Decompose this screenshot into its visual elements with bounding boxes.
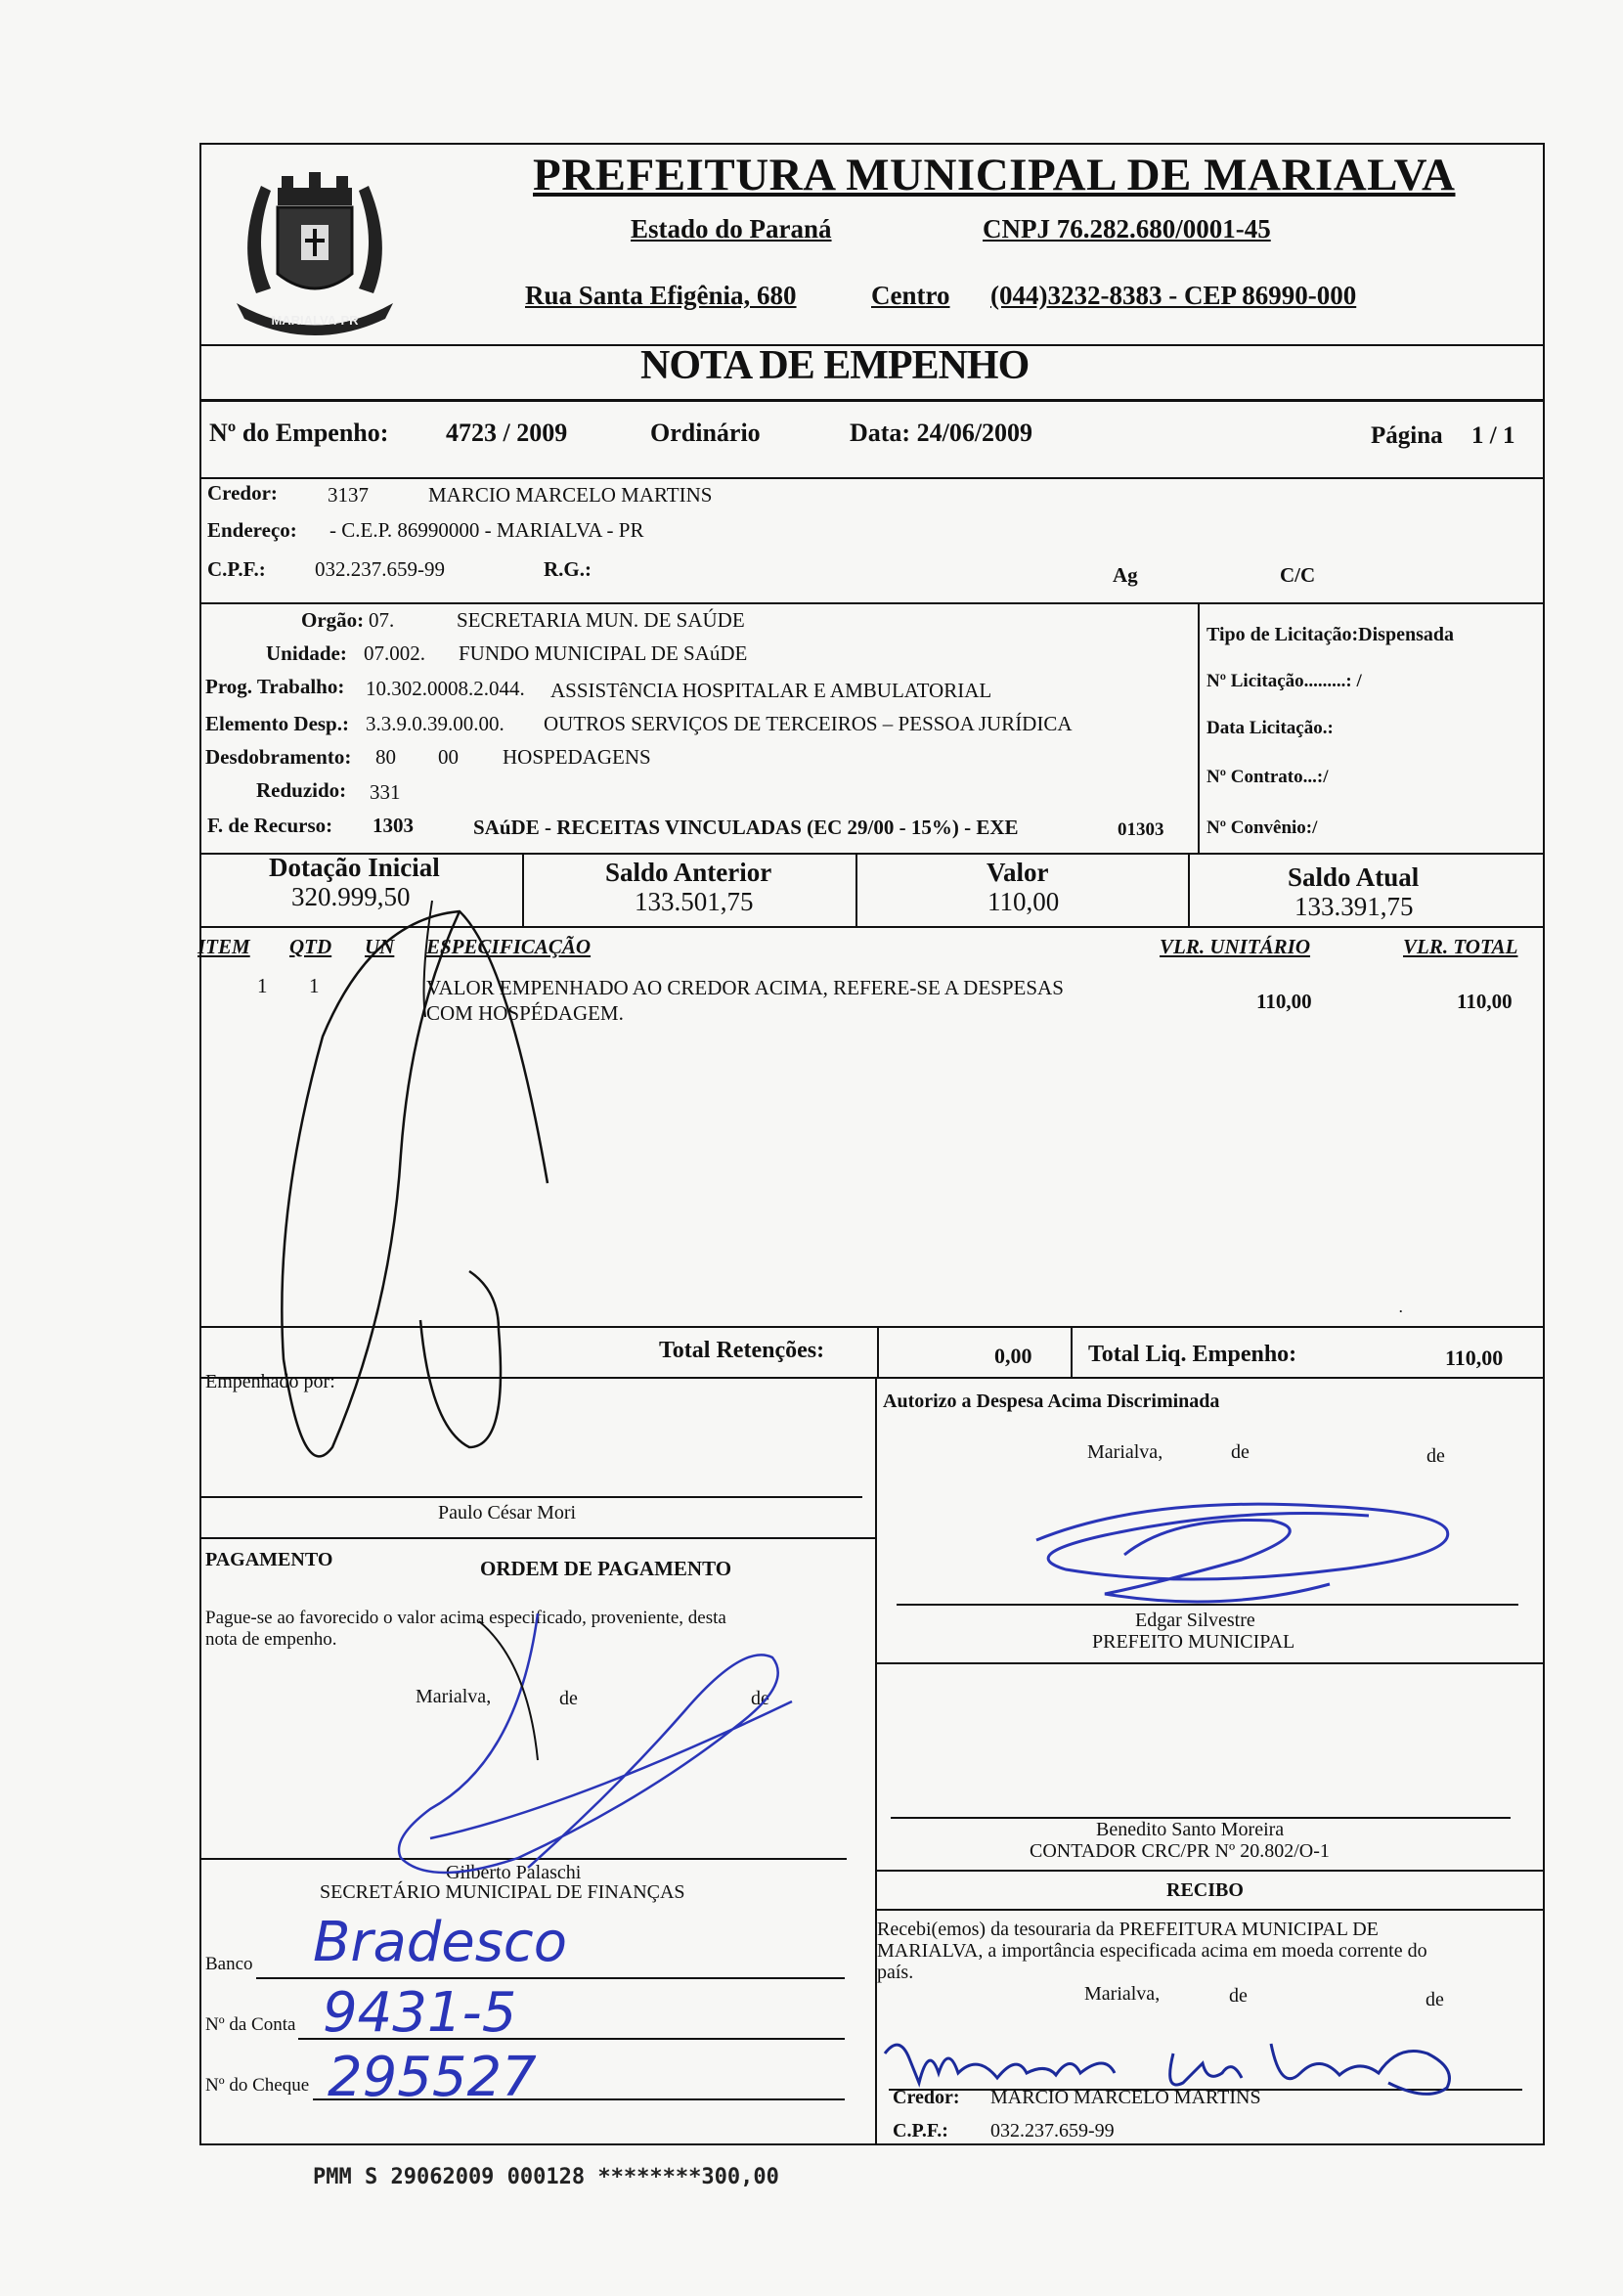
valor-value: 110,00 xyxy=(987,887,1060,916)
prog-label: Prog. Trabalho: xyxy=(205,675,345,698)
document-title: NOTA DE EMPENHO xyxy=(640,343,1030,388)
rg-label: R.G.: xyxy=(544,557,592,581)
municipal-crest xyxy=(217,147,413,338)
credor-code: 3137 xyxy=(328,483,369,507)
elemento-name: OUTROS SERVIÇOS DE TERCEIROS – PESSOA JURÍDICA xyxy=(544,712,1073,735)
licitacao-contrato: Nº Contrato...:/ xyxy=(1206,767,1329,787)
col-item: ITEM xyxy=(197,935,250,958)
autorizo-de2: de xyxy=(1426,1445,1445,1467)
pagamento-de2: de xyxy=(751,1688,769,1709)
phone-cep-label: (044)3232-8383 - CEP 86990-000 xyxy=(990,281,1357,310)
prog-code: 10.302.0008.2.044. xyxy=(366,677,525,700)
licitacao-convenio: Nº Convênio:/ xyxy=(1206,817,1318,838)
page-label: Página xyxy=(1371,422,1443,449)
item-spec-line2: COM HOSPÉDAGEM. xyxy=(426,1001,624,1025)
reduzido-label: Reduzido: xyxy=(256,778,347,802)
autorizo-de1: de xyxy=(1231,1441,1250,1463)
prog-name: ASSISTêNCIA HOSPITALAR E AMBULATORIAL xyxy=(550,679,992,702)
credor-label: Credor: xyxy=(207,481,278,505)
recibo-city: Marialva, xyxy=(1084,1983,1161,2005)
saldo-anterior-label: Saldo Anterior xyxy=(605,858,772,887)
desdobramento-b: 00 xyxy=(438,745,459,769)
desdobramento-label: Desdobramento: xyxy=(205,745,352,769)
address-label: Rua Santa Efigênia, 680 xyxy=(525,281,797,310)
recibo-de1: de xyxy=(1229,1985,1248,2007)
page-number: 1 / 1 xyxy=(1471,422,1515,449)
pagamento-city: Marialva, xyxy=(416,1686,492,1707)
unidade-name: FUNDO MUNICIPAL DE SAúDE xyxy=(459,641,748,665)
pagamento-de1: de xyxy=(559,1688,578,1709)
saldo-atual-value: 133.391,75 xyxy=(1294,892,1414,921)
recibo-credor-label: Credor: xyxy=(893,2087,960,2108)
credor-address: - C.E.P. 86990000 - MARIALVA - PR xyxy=(329,518,644,542)
col-spec: ESPECIFICAÇÃO xyxy=(426,935,592,958)
orgao-code: 07. xyxy=(369,608,395,632)
saldo-anterior-value: 133.501,75 xyxy=(635,887,754,916)
retencoes-value: 0,00 xyxy=(994,1344,1032,1368)
licitacao-tipo: Tipo de Licitação:Dispensada xyxy=(1206,624,1454,645)
orgao-name: SECRETARIA MUN. DE SAÚDE xyxy=(457,608,745,632)
desdobramento-name: HOSPEDAGENS xyxy=(503,745,651,769)
recurso-name: SAúDE - RECEITAS VINCULADAS (EC 29/00 - 15%) - EXE xyxy=(473,816,1019,839)
licitacao-data: Data Licitação.: xyxy=(1206,718,1334,738)
recibo-text3: país. xyxy=(877,1962,914,1983)
elemento-label: Elemento Desp.: xyxy=(205,712,349,735)
saldo-atual-label: Saldo Atual xyxy=(1288,862,1420,892)
liquido-value: 110,00 xyxy=(1445,1346,1504,1370)
licitacao-numero: Nº Licitação.........: / xyxy=(1206,671,1362,691)
valor-label: Valor xyxy=(987,858,1049,887)
recibo-text2: MARIALVA, a importância especificada acima em moeda corrente do xyxy=(877,1940,1427,1962)
recurso-code: 1303 xyxy=(373,814,414,837)
recibo-cpf-label: C.P.F.: xyxy=(893,2120,948,2141)
dotacao-inicial-value: 320.999,50 xyxy=(291,882,411,911)
mechanical-stamp: PMM S 29062009 000128 ********300,00 xyxy=(313,2165,779,2189)
reduzido-value: 331 xyxy=(370,780,401,804)
ordem-pagamento-title: ORDEM DE PAGAMENTO xyxy=(480,1557,732,1580)
col-total-value: VLR. TOTAL xyxy=(1403,935,1518,958)
empenho-type: Ordinário xyxy=(650,419,761,447)
recibo-de2: de xyxy=(1426,1989,1444,2010)
recurso-code2: 01303 xyxy=(1118,819,1164,840)
empenhado-por-label: Empenhado por: xyxy=(205,1371,335,1392)
autorizo-city: Marialva, xyxy=(1087,1441,1163,1463)
liquido-label: Total Liq. Empenho: xyxy=(1088,1342,1297,1367)
elemento-code: 3.3.9.0.39.00.00. xyxy=(366,712,504,735)
item-qty: 1 xyxy=(309,974,320,997)
empenhado-signer: Paulo César Mori xyxy=(438,1502,577,1523)
autorizo-title: Autorizo a Despesa Acima Discriminada xyxy=(883,1391,1220,1412)
pagamento-label: PAGAMENTO xyxy=(205,1549,333,1570)
col-qtd: QTD xyxy=(289,935,332,958)
prefeito-role: PREFEITO MUNICIPAL xyxy=(1092,1631,1295,1653)
item-unit-value: 110,00 xyxy=(1256,990,1312,1013)
dotacao-inicial-label: Dotação Inicial xyxy=(269,853,440,882)
conta-label: Nº da Conta xyxy=(205,2014,296,2035)
municipality-title: PREFEITURA MUNICIPAL DE MARIALVA xyxy=(533,150,1456,200)
recibo-title: RECIBO xyxy=(1166,1879,1244,1901)
empenho-number: 4723 / 2009 xyxy=(446,419,568,447)
col-un: UN xyxy=(365,935,395,958)
credor-cpf: 032.237.659-99 xyxy=(315,557,445,581)
conta-value[interactable]: 9431-5 xyxy=(323,1981,517,2045)
unidade-label: Unidade: xyxy=(266,641,347,665)
pagamento-text2: nota de empenho. xyxy=(205,1629,337,1650)
empenho-label: Nº do Empenho: xyxy=(209,419,389,447)
recibo-credor-name: MARCIO MARCELO MARTINS xyxy=(990,2087,1261,2108)
cheque-label: Nº do Cheque xyxy=(205,2075,310,2096)
state-label: Estado do Paraná xyxy=(631,214,832,243)
item-number: 1 xyxy=(257,974,268,997)
recibo-cpf: 032.237.659-99 xyxy=(990,2120,1115,2141)
desdobramento-a: 80 xyxy=(375,745,396,769)
contador-role: CONTADOR CRC/PR Nº 20.802/O-1 xyxy=(1030,1840,1330,1862)
empenho-date: Data: 24/06/2009 xyxy=(850,419,1033,447)
retencoes-label: Total Retenções: xyxy=(659,1338,825,1363)
district-label: Centro xyxy=(871,281,950,310)
item-total-value: 110,00 xyxy=(1457,990,1513,1013)
col-unit-value: VLR. UNITÁRIO xyxy=(1160,935,1311,958)
recurso-label: F. de Recurso: xyxy=(207,814,333,837)
contador-name: Benedito Santo Moreira xyxy=(1096,1819,1285,1840)
ag-label: Ag xyxy=(1113,563,1138,587)
secretario-role: SECRETÁRIO MUNICIPAL DE FINANÇAS xyxy=(320,1881,685,1903)
cheque-value[interactable]: 295527 xyxy=(328,2046,537,2109)
item-spec-line1: VALOR EMPENHADO AO CREDOR ACIMA, REFERE-SE A DESPESAS xyxy=(426,976,1064,999)
recibo-text1: Recebi(emos) da tesouraria da PREFEITURA MUNICIPAL DE xyxy=(877,1919,1379,1940)
address-field-label: Endereço: xyxy=(207,518,297,542)
cc-label: C/C xyxy=(1280,563,1316,587)
banco-label: Banco xyxy=(205,1954,253,1974)
cpf-label: C.P.F.: xyxy=(207,557,266,581)
prefeito-name: Edgar Silvestre xyxy=(1135,1610,1255,1631)
orgao-label: Orgão: xyxy=(301,608,365,632)
cnpj-label: CNPJ 76.282.680/0001-45 xyxy=(983,214,1271,243)
pagamento-text1: Pague-se ao favorecido o valor acima especificado, proveniente, desta xyxy=(205,1608,726,1628)
svg-text:MARIALVA-PR: MARIALVA-PR xyxy=(271,313,359,328)
secretario-name: Gilberto Palaschi xyxy=(446,1862,582,1883)
unidade-code: 07.002. xyxy=(364,641,425,665)
banco-value[interactable]: Bradesco xyxy=(313,1911,567,1974)
credor-name: MARCIO MARCELO MARTINS xyxy=(428,483,713,507)
